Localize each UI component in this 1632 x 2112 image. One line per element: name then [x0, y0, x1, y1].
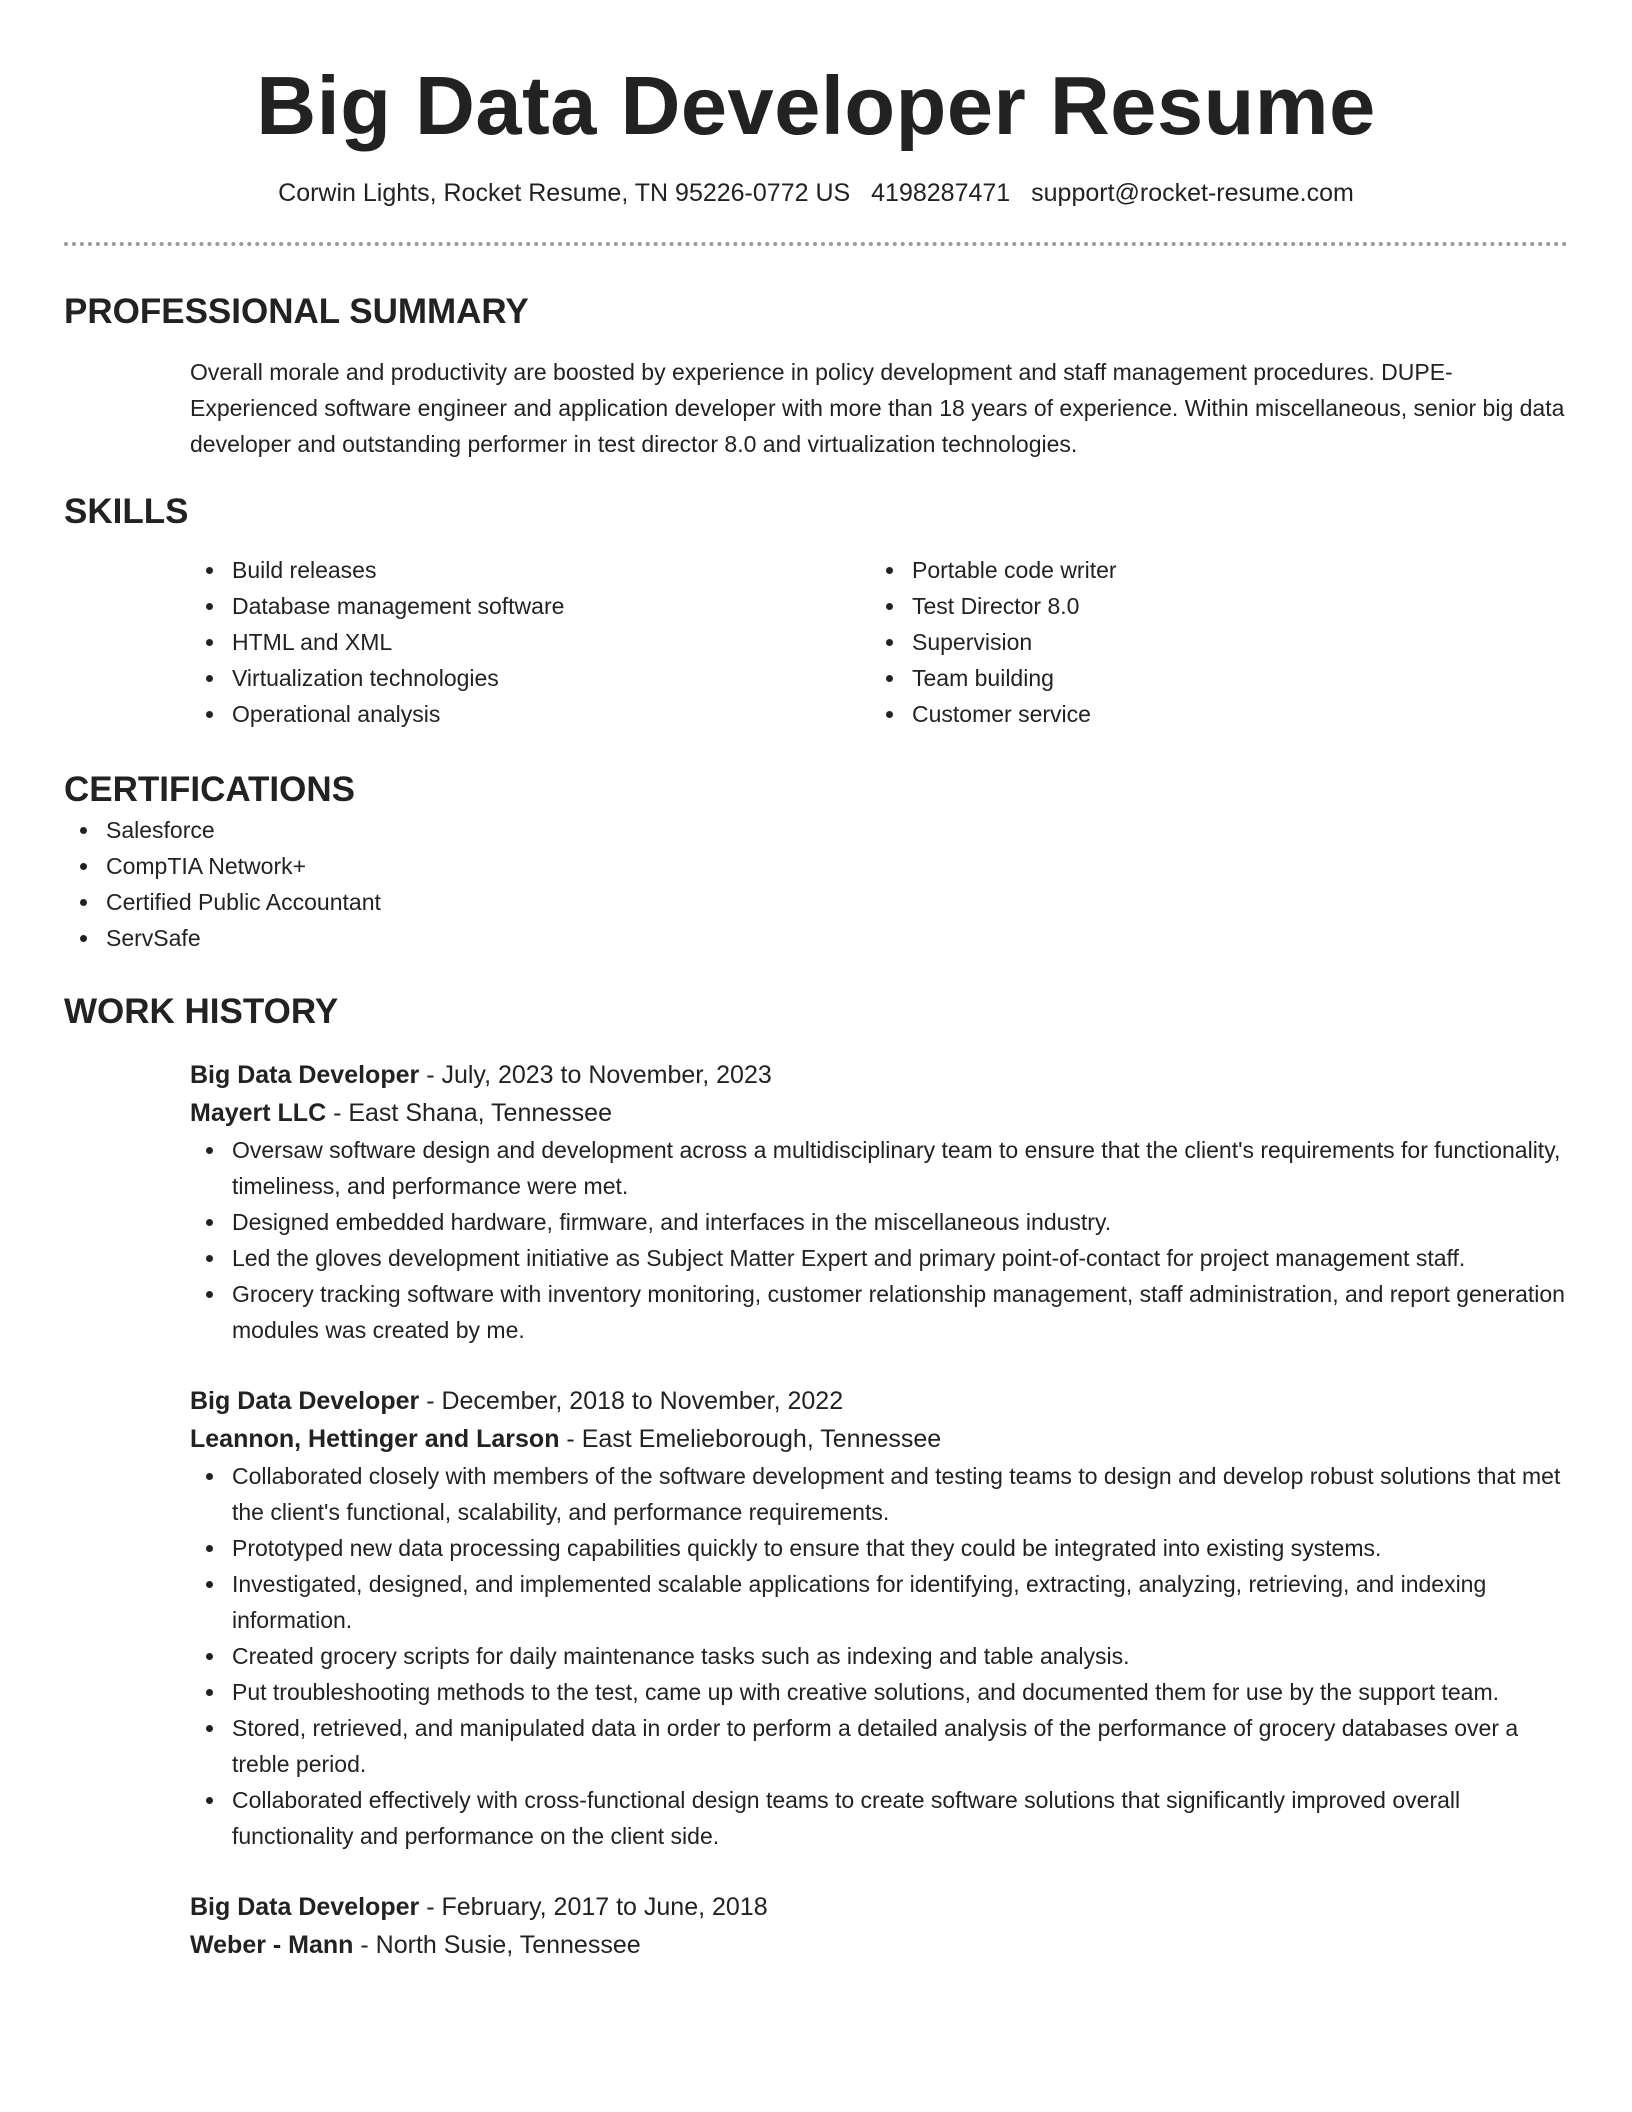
job-company: Mayert LLC: [190, 1099, 327, 1127]
job-company-line: [190, 1926, 1568, 1964]
certifications-section: [64, 768, 1568, 956]
skill-item: Database management software: [190, 588, 870, 624]
summary-section: [64, 290, 1568, 462]
skills-column-right: [870, 552, 1550, 732]
job-company-line: [190, 1420, 1568, 1458]
job-dates: - February, 2017 to June, 2018: [419, 1893, 768, 1921]
job-duty: Oversaw software design and development across a multidisciplinary team to ensure that the client's requirements for functionality, timeliness, and performance were met.: [190, 1132, 1568, 1204]
certification-item: ServSafe: [64, 920, 1568, 956]
job-duties-list: [190, 1458, 1568, 1854]
job-duty: Collaborated effectively with cross-functional design teams to create software solutions that significantly improved overall functionality and performance on the client side.: [190, 1782, 1568, 1854]
job-dates: - July, 2023 to November, 2023: [419, 1061, 772, 1089]
job-location: - East Shana, Tennessee: [326, 1099, 612, 1127]
job-company-line: [190, 1094, 1568, 1132]
skill-item: Customer service: [870, 696, 1550, 732]
skill-item: Test Director 8.0: [870, 588, 1550, 624]
job-entry: [190, 1888, 1568, 1964]
skill-item: HTML and XML: [190, 624, 870, 660]
job-duty: Created grocery scripts for daily maintenance tasks such as indexing and table analysis.: [190, 1638, 1568, 1674]
contact-address: Corwin Lights, Rocket Resume, TN 95226-0772 US: [278, 179, 851, 207]
page-title: Big Data Developer Resume: [256, 59, 1376, 152]
job-company: Leannon, Hettinger and Larson: [190, 1425, 560, 1453]
certification-item: Certified Public Accountant: [64, 884, 1568, 920]
job-entry: [190, 1382, 1568, 1854]
job-location: - North Susie, Tennessee: [353, 1931, 641, 1959]
job-duties-list: [190, 1132, 1568, 1348]
job-title: Big Data Developer: [190, 1893, 420, 1921]
work-history-heading: WORK HISTORY: [64, 992, 339, 1031]
header-divider: [64, 242, 1568, 246]
skill-item: Build releases: [190, 552, 870, 588]
summary-text: Overall morale and productivity are boosted by experience in policy development and staff management procedures. DUPE-Experienced software engineer and application developer with more than 18 years of experience. Within miscellaneous, senior big data developer and outstanding performer in test director 8.0 and virtualization technologies.: [190, 359, 1565, 457]
skill-item: Supervision: [870, 624, 1550, 660]
job-location: - East Emelieborough, Tennessee: [559, 1425, 942, 1453]
certifications-list: [64, 812, 1568, 956]
job-title-line: [190, 1056, 1568, 1094]
job-duty: Prototyped new data processing capabilities quickly to ensure that they could be integrated into existing systems.: [190, 1530, 1568, 1566]
skills-list-left: [190, 552, 870, 732]
job-duty: Stored, retrieved, and manipulated data in order to perform a detailed analysis of the performance of grocery databases over a treble period.: [190, 1710, 1568, 1782]
job-duty: Led the gloves development initiative as Subject Matter Expert and primary point-of-contact for project management staff.: [190, 1240, 1568, 1276]
job-title-line: [190, 1382, 1568, 1420]
skill-item: Team building: [870, 660, 1550, 696]
skills-section: [64, 490, 1568, 732]
resume-page: [64, 0, 1568, 1964]
job-duty: Grocery tracking software with inventory monitoring, customer relationship management, staff administration, and report generation modules was created by me.: [190, 1276, 1568, 1348]
summary-heading: PROFESSIONAL SUMMARY: [64, 292, 529, 331]
contact-line: [64, 176, 1568, 210]
job-duty: Collaborated closely with members of the software development and testing teams to design and develop robust solutions that met the client's functional, scalability, and performance requirements.: [190, 1458, 1568, 1530]
job-title: Big Data Developer: [190, 1387, 420, 1415]
work-history-section: [64, 990, 1568, 1964]
skills-list-right: [870, 552, 1550, 732]
contact-phone: 4198287471: [871, 179, 1011, 207]
job-company: Weber - Mann: [190, 1931, 354, 1959]
certification-item: CompTIA Network+: [64, 848, 1568, 884]
job-dates: - December, 2018 to November, 2022: [419, 1387, 844, 1415]
contact-email: support@rocket-resume.com: [1031, 179, 1354, 207]
job-entry: [190, 1056, 1568, 1348]
job-duty: Investigated, designed, and implemented scalable applications for identifying, extracting, analyzing, retrieving, and indexing information.: [190, 1566, 1568, 1638]
job-title-line: [190, 1888, 1568, 1926]
job-title: Big Data Developer: [190, 1061, 420, 1089]
job-duty: Put troubleshooting methods to the test, came up with creative solutions, and documented them for use by the support team.: [190, 1674, 1568, 1710]
skills-grid: [190, 552, 1568, 732]
skills-heading: SKILLS: [64, 492, 189, 531]
certifications-heading: CERTIFICATIONS: [64, 770, 356, 809]
skills-column-left: [190, 552, 870, 732]
skill-item: Portable code writer: [870, 552, 1550, 588]
certification-item: Salesforce: [64, 812, 1568, 848]
skill-item: Operational analysis: [190, 696, 870, 732]
skill-item: Virtualization technologies: [190, 660, 870, 696]
job-duty: Designed embedded hardware, firmware, and interfaces in the miscellaneous industry.: [190, 1204, 1568, 1240]
